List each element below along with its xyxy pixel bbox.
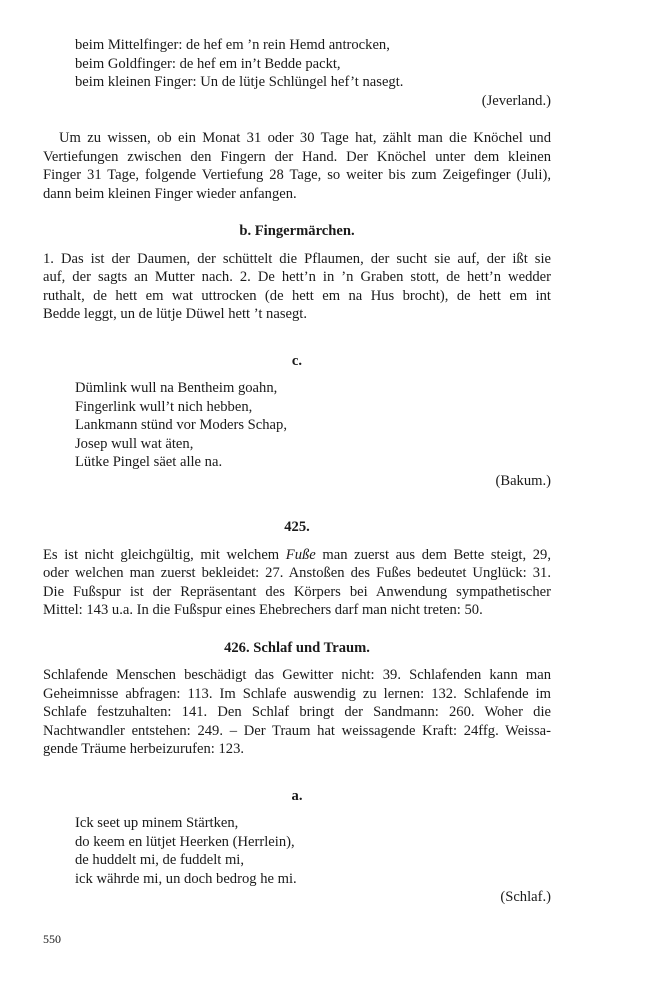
verse-line: beim Goldfinger: de hef em in’t Bedde packt, <box>75 55 341 72</box>
paragraph-line <box>43 546 551 565</box>
text-span: man zuerst aus dem Bette steigt, 29, <box>315 546 551 563</box>
verse-line: Josep wull wat äten, <box>75 435 194 452</box>
text-span: Es ist nicht gleichgültig, mit welchem <box>43 546 286 563</box>
paragraph-line: Schlafe festzuhalten: 141. Den Schlaf bringt der Sandmann: 260. Woher die <box>43 704 551 720</box>
paragraph-line: Geheimnisse abfragen: 113. Im Schlafe auswendig zu lernen: 132. Schlafende im <box>43 685 551 702</box>
paragraph-line: Nachtwandler entstehen: 249. – Der Traum hat weissagende Kraft: 24ffg. Weissa- <box>43 722 551 739</box>
source-jeverland: (Jeverland.) <box>481 92 551 109</box>
verse-line: Ick seet up minem Stärtken, <box>75 815 239 831</box>
paragraph-line: dann beim kleinen Finger wieder anfangen. <box>43 185 297 202</box>
heading-a: a. <box>291 787 303 804</box>
paragraph-line: ruthalt, de hett em wat uttrocken (de hett em na Hus brocht), de hett em int <box>43 287 551 304</box>
heading-426: 426. Schlaf und Traum. <box>224 639 370 656</box>
paragraph-426 <box>43 666 551 759</box>
paragraph-line: Die Fußspur ist der Repräsentant des Körpers bei Anwendung sympathetischer <box>43 583 551 600</box>
verse-line: ick währde mi, un doch bedrog he mi. <box>75 870 297 887</box>
verse-line: Lankmann stünd vor Moders Schap, <box>75 417 287 433</box>
verse-line: beim kleinen Finger: Un de lütje Schlüngel hef’t nasegt. <box>75 74 404 90</box>
verse-bakum <box>43 379 551 472</box>
verse-line: Lütke Pingel säet alle na. <box>75 454 223 470</box>
heading-425: 425. <box>284 519 310 535</box>
paragraph-line: 1. Das ist der Daumen, der schüttelt die Pflaumen, der sucht sie auf, der ißt sie <box>43 250 551 267</box>
verse-line: de huddelt mi, de fuddelt mi, <box>75 852 245 868</box>
verse-schlaf <box>43 814 551 888</box>
page-content <box>43 36 551 907</box>
paragraph-line: Bedde leggt, un de lütje Düwel hett ’t nasegt. <box>43 306 307 322</box>
heading-fingermaerchen: b. Fingermärchen. <box>239 223 355 239</box>
italic-word: Fuße <box>285 546 316 563</box>
paragraph-425 <box>43 546 551 620</box>
verse-line: do keem en lütjet Heerken (Herrlein), <box>75 833 295 850</box>
paragraph-line: Schlafende Menschen beschädigt das Gewitter nicht: 39. Schlafenden kann man <box>43 667 551 683</box>
source-schlaf: (Schlaf.) <box>500 889 551 905</box>
paragraph-line: Vertiefungen zwischen den Fingern der Hand. Der Knöchel unter dem kleinen <box>43 148 551 165</box>
paragraph-months <box>43 129 551 203</box>
paragraph-line: Finger 31 Tage, folgende Vertiefung 28 Tage, so weiter bis zum Zeigefinger (Juli), <box>43 167 551 183</box>
paragraph-line: Um zu wissen, ob ein Monat 31 oder 30 Tage hat, zählt man die Knöchel und <box>59 130 551 146</box>
heading-c: c. <box>291 352 303 369</box>
paragraph-line: Mittel: 143 u.a. In die Fußspur eines Ehebrechers darf man nicht treten: 50. <box>43 602 483 618</box>
verse-line: Dümlink wull na Bentheim goahn, <box>75 380 278 396</box>
paragraph-line: oder welchen man zuerst bekleidet: 27. Anstoßen des Fußes bedeutet Unglück: 31. <box>43 565 551 581</box>
paragraph-fingermaerchen <box>43 250 551 324</box>
verse-jeverland <box>43 36 551 92</box>
paragraph-line: auf, der sagts an Mutter nach. 2. De hett’n in ’n Graben stott, de hett’n wedder <box>43 269 551 285</box>
verse-line: beim Mittelfinger: de hef em ’n rein Hemd antrocken, <box>75 37 390 53</box>
page-number: 550 <box>43 932 61 946</box>
verse-line: Fingerlink wull’t nich hebben, <box>75 398 253 415</box>
source-bakum: (Bakum.) <box>495 472 551 489</box>
paragraph-line: gende Träume herbeizurufen: 123. <box>43 741 245 757</box>
